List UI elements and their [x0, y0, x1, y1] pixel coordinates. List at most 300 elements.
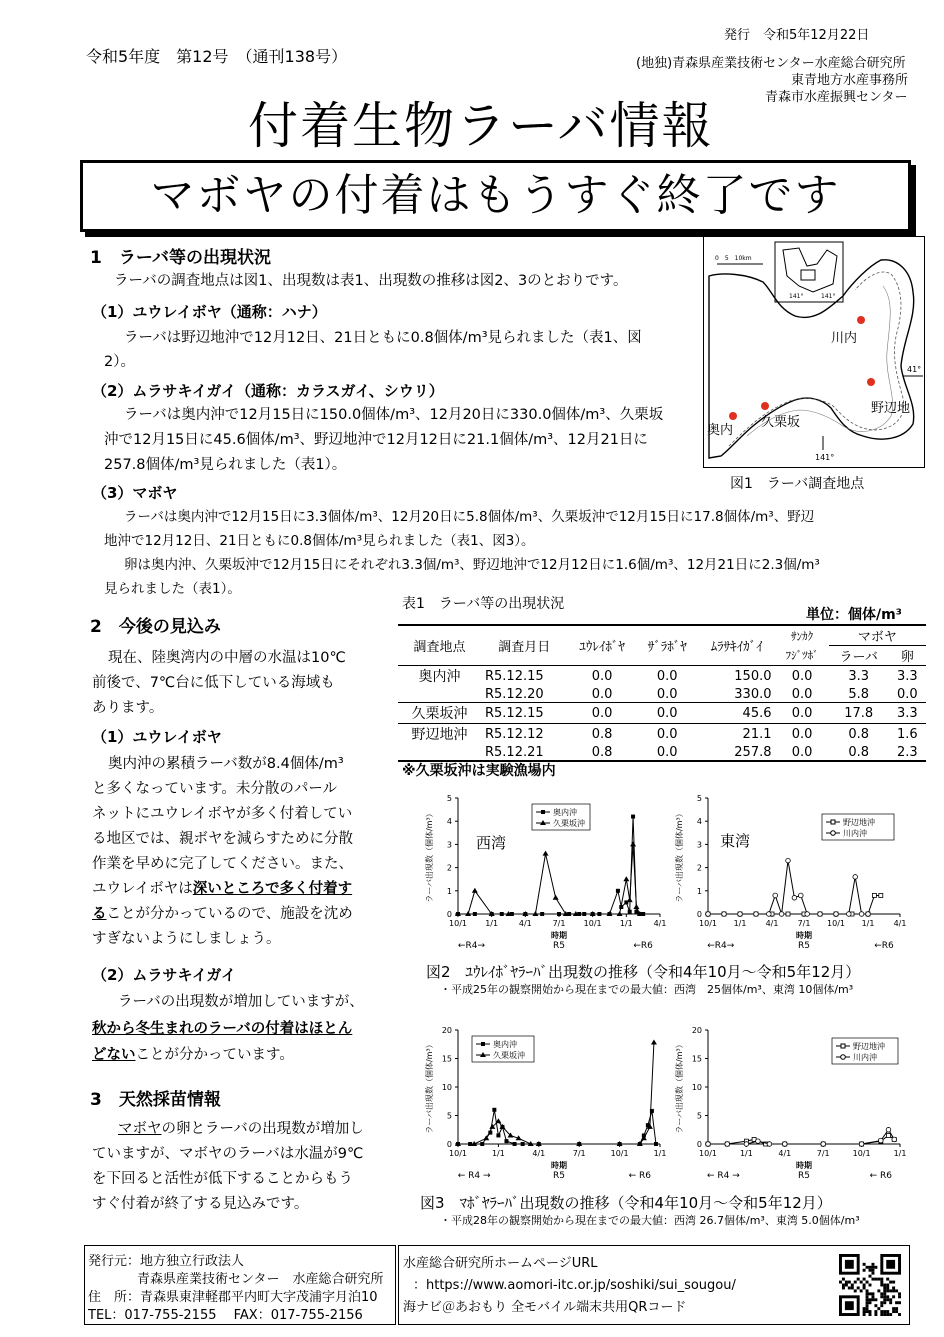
- cell-value: 0.0: [791, 686, 813, 702]
- table-row: [398, 703, 926, 724]
- qr-module: [889, 1301, 892, 1304]
- chart-fig3-east: [670, 1022, 910, 1190]
- page-title: 付着生物ラーバ情報: [248, 97, 714, 155]
- qr-module: [871, 1295, 874, 1298]
- cell-value: 0.0: [656, 726, 678, 742]
- data-point: [651, 1040, 657, 1045]
- data-point: [557, 912, 561, 916]
- table1: [398, 624, 926, 762]
- data-point: [553, 895, 559, 900]
- qr-module: [883, 1292, 886, 1295]
- qr-module: [866, 1310, 869, 1313]
- y-tick-label: 4: [446, 817, 452, 827]
- qr-module: [892, 1289, 895, 1292]
- qr-module: [877, 1278, 880, 1281]
- label-noheji: 野辺地: [871, 401, 911, 416]
- data-point: [473, 912, 477, 916]
- x-tick-label: 7/1: [552, 919, 566, 928]
- footer-left-l4: TEL：017-755-2155 FAX：017-755-2156: [88, 1308, 363, 1323]
- org-2: 東青地方水産事務所: [791, 73, 909, 88]
- period-label: ← R6: [628, 1171, 651, 1181]
- section3-l2: ていますが、マボヤのラーバは水温が9℃: [92, 1146, 364, 1162]
- x-tick-label: 1/1: [893, 1149, 907, 1158]
- series-line: [708, 1130, 894, 1144]
- qr-finder-core: [845, 1260, 854, 1269]
- chart-fig2-west: [420, 790, 670, 960]
- footer-links: [398, 1245, 910, 1325]
- qr-module: [869, 1313, 872, 1316]
- qr-module: [895, 1301, 898, 1304]
- data-point: [480, 1142, 484, 1146]
- qr-module: [863, 1307, 866, 1310]
- data-point: [738, 912, 743, 917]
- section1-sub1-l2: 2）。: [104, 354, 135, 370]
- data-point: [779, 912, 784, 917]
- legend-label: 川内沖: [853, 1053, 877, 1062]
- fig3-caption: 図3 ﾏﾎﾞﾔﾗｰﾊﾞ出現数の推移（令和4年10月～令和5年12月）: [420, 1194, 832, 1212]
- series-line: [708, 861, 868, 914]
- cell-value: 0.8: [591, 744, 613, 760]
- qr-module: [866, 1289, 869, 1292]
- th-maboya: マボヤ: [829, 625, 926, 646]
- period-label: ← R4 →: [706, 1171, 740, 1181]
- th-murasaki: ﾑﾗｻｷｲｶﾞｲ: [710, 640, 763, 655]
- x-tick-label: 4/1: [653, 919, 667, 928]
- station-kawauchi: [857, 316, 865, 324]
- qr-module: [898, 1292, 901, 1295]
- cell-date: R5.12.15: [484, 705, 544, 721]
- section2-p2-l2: と多くなっています。未分散のパール: [92, 781, 338, 797]
- table-row: [398, 744, 926, 761]
- data-point: [754, 912, 759, 917]
- data-point: [892, 1137, 897, 1142]
- th-yurei: ﾕｳﾚｲﾎﾞﾔ: [579, 640, 625, 655]
- cell-value: 0.8: [848, 726, 870, 742]
- qr-module: [842, 1284, 845, 1287]
- y-tick-label: 0: [696, 1140, 702, 1149]
- qr-module: [880, 1278, 883, 1281]
- cell-value: 0.8: [848, 744, 870, 760]
- y-tick-label: 10: [691, 1083, 702, 1092]
- label-kuriyasaka: 久栗坂: [761, 415, 801, 430]
- cell-date: R5.12.21: [484, 744, 544, 760]
- cell-value: 0.8: [591, 726, 613, 742]
- section2-p2-l6a: ユウレイボヤは: [92, 881, 193, 897]
- section2-sub1: （1）ユウレイボヤ: [92, 728, 222, 746]
- data-point: [805, 912, 810, 917]
- data-point: [744, 1142, 749, 1147]
- section2-p1-l1: 現在、陸奥湾内の中層の水温は10℃: [108, 650, 346, 666]
- period-label: ← R4 →: [457, 1171, 491, 1181]
- cell-value: 257.8: [734, 744, 772, 760]
- cell-value: 150.0: [734, 668, 772, 684]
- y-tick-label: 5: [696, 794, 702, 803]
- x-tick-label: 10/1: [610, 1149, 629, 1158]
- qr-module: [883, 1284, 886, 1287]
- y-tick-label: 3: [696, 840, 702, 850]
- period-label: ←R6: [874, 941, 894, 951]
- qr-finder-core: [845, 1301, 854, 1310]
- cell-value: 0.0: [656, 744, 678, 760]
- period-label: R5: [553, 941, 565, 951]
- qr-module: [877, 1289, 880, 1292]
- section2-p2-l7a: る: [92, 906, 107, 922]
- map-lon: 141°: [815, 453, 835, 462]
- section2-p2-l8: すぎないようにしましょう。: [92, 931, 281, 947]
- qr-module: [898, 1301, 901, 1304]
- qr-module: [883, 1310, 886, 1313]
- legend-marker: [841, 1044, 845, 1048]
- qr-module: [848, 1286, 851, 1289]
- panel-label: 東湾: [720, 832, 751, 850]
- th-site: 調査地点: [413, 640, 466, 655]
- data-point: [834, 912, 839, 917]
- legend-marker: [831, 820, 835, 824]
- y-tick-label: 0: [446, 910, 452, 919]
- section1-sub3-l2: 地沖で12月12日、21日ともに0.8個体/m³見られました（表1、図3）。: [104, 533, 535, 549]
- y-tick-label: 20: [691, 1026, 702, 1035]
- data-point: [818, 912, 823, 917]
- data-point: [847, 912, 852, 917]
- data-point: [627, 897, 633, 902]
- cell-value: 0.0: [591, 705, 613, 721]
- qr-module: [883, 1301, 886, 1304]
- qr-module: [863, 1284, 866, 1287]
- data-point: [799, 893, 804, 898]
- cell-value: 0.0: [791, 668, 813, 684]
- qr-module: [874, 1304, 877, 1307]
- section2-p1-l3: あります。: [92, 700, 164, 716]
- qr-module: [848, 1281, 851, 1284]
- section1-sub3-l3: 卵は奥内沖、久栗坂沖で12月15日にそれぞれ3.3個/m³、野辺地沖で12月12日に1.6個/m³、12月21日に2.3個/m³: [124, 557, 820, 573]
- qr-module: [895, 1289, 898, 1292]
- qr-module: [871, 1292, 874, 1295]
- qr-module: [854, 1281, 857, 1284]
- y-axis-label: ラーバ出現数（個体/m³）: [675, 809, 684, 903]
- table-row: [398, 724, 926, 745]
- x-tick-label: 1/1: [653, 1149, 667, 1158]
- cell-value: 0.0: [656, 668, 678, 684]
- qr-module: [869, 1310, 872, 1313]
- qr-module: [866, 1295, 869, 1298]
- org-1: (地独)青森県産業技術センター水産総合研究所: [636, 56, 906, 71]
- footer-right-l3: 海ナビ＠あおもり 全モバイル端末共用QRコード: [403, 1300, 687, 1315]
- qr-module: [883, 1298, 886, 1301]
- qr-module: [874, 1313, 877, 1316]
- section2-p2-l6b: 深いところで多く付着す: [192, 881, 353, 897]
- x-tick-label: 1/1: [733, 919, 747, 928]
- qr-module: [886, 1310, 889, 1313]
- qr-module: [854, 1289, 857, 1292]
- qr-module: [866, 1266, 869, 1269]
- y-tick-label: 20: [441, 1026, 452, 1035]
- qr-module: [869, 1284, 872, 1287]
- data-point: [786, 858, 791, 863]
- qr-module: [892, 1281, 895, 1284]
- data-point: [641, 1135, 647, 1140]
- qr-module: [874, 1298, 877, 1301]
- qr-module: [880, 1292, 883, 1295]
- qr-module: [889, 1281, 892, 1284]
- section2-p3-l3a: どない: [92, 1047, 136, 1063]
- th-zara: ｻﾞﾗﾎﾞﾔ: [647, 640, 687, 655]
- cell-value: 3.3: [897, 705, 918, 721]
- y-tick-label: 5: [696, 1111, 702, 1121]
- footer-right-l1: 水産総合研究所ホームページURL: [403, 1256, 598, 1271]
- data-point: [886, 1133, 890, 1137]
- section1-intro: ラーバの調査地点は図1、出現数は表1、出現数の推移は図2、3のとおりです。: [114, 273, 628, 289]
- qr-module: [860, 1289, 863, 1292]
- legend-label: 久栗坂沖: [493, 1051, 525, 1060]
- legend-label: 野辺地沖: [843, 818, 875, 827]
- cell-site: [398, 686, 481, 703]
- x-tick-label: 4/1: [778, 1149, 792, 1158]
- x-tick-label: 4/1: [518, 919, 532, 928]
- section3-heading: 3 天然採苗情報: [90, 1090, 221, 1110]
- data-point: [496, 1133, 500, 1137]
- th-fujitsubo: ﾌｼﾞﾂﾎﾞ: [785, 649, 819, 663]
- cell-value: 0.0: [656, 686, 678, 702]
- chart-fig3-west: [420, 1022, 670, 1190]
- x-tick-label: 7/1: [797, 919, 811, 928]
- data-point: [872, 893, 876, 897]
- section1-sub2: （2）ムラサキイガイ（通称：カラスガイ、シウリ）: [92, 382, 444, 400]
- cell-site: [398, 744, 481, 761]
- y-tick-label: 2: [446, 863, 452, 873]
- y-tick-label: 5: [446, 794, 452, 803]
- period-label: R5: [798, 941, 810, 951]
- legend-label: 奥内沖: [553, 808, 577, 817]
- legend-label: 野辺地沖: [853, 1042, 885, 1051]
- cell-value: 0.0: [656, 705, 678, 721]
- section1-sub3-l1: ラーバは奥内沖で12月15日に3.3個体/m³、12月20日に5.8個体/m³、久栗坂沖で12月15日に17.8個体/m³、野辺: [124, 509, 815, 525]
- data-point: [521, 1142, 525, 1146]
- qr-module: [889, 1313, 892, 1316]
- qr-module: [839, 1281, 842, 1284]
- section2-p1-l2: 前後で、7℃台に低下している海域も: [92, 675, 335, 691]
- station-noheji: [867, 378, 875, 386]
- data-point: [853, 875, 858, 880]
- y-tick-label: 4: [696, 817, 702, 827]
- data-point: [783, 1142, 788, 1147]
- cell-value: 3.3: [848, 668, 870, 684]
- cell-value: 0.0: [791, 744, 813, 760]
- qr-module: [898, 1313, 901, 1316]
- cell-value: 3.3: [897, 668, 918, 684]
- section2-p3-l3b: ことが分かっています。: [135, 1047, 294, 1063]
- data-point: [767, 912, 772, 917]
- data-point: [773, 893, 778, 898]
- data-point: [623, 876, 629, 881]
- table1-note: ※久栗坂沖は実験漁場内: [402, 763, 556, 779]
- period-label: ←R4→: [457, 941, 485, 951]
- qr-module: [863, 1310, 866, 1313]
- qr-code-icon[interactable]: [839, 1254, 901, 1316]
- issue-date: 発行 令和5年12月22日: [724, 28, 870, 43]
- period-label: R5: [798, 1171, 810, 1181]
- table1-title: 表1 ラーバ等の出現状況: [402, 596, 565, 612]
- x-tick-label: 4/1: [765, 919, 779, 928]
- x-tick-label: 7/1: [816, 1149, 830, 1158]
- x-tick-label: 4/1: [893, 919, 907, 928]
- x-tick-label: 1/1: [739, 1149, 753, 1158]
- section2-p2-l5: 作業を早めに完了してください。また、: [92, 856, 353, 872]
- qr-module: [880, 1295, 883, 1298]
- cell-date: R5.12.12: [484, 726, 544, 742]
- data-point: [879, 1138, 884, 1143]
- y-tick-label: 0: [696, 910, 702, 919]
- legend-marker: [841, 1055, 846, 1060]
- data-point: [472, 888, 478, 893]
- inset-lon-a: 141°: [789, 293, 804, 300]
- fig2-caption: 図2 ﾕｳﾚｲﾎﾞﾔﾗｰﾊﾞ出現数の推移（令和4年10月～令和5年12月）: [426, 963, 861, 981]
- data-point: [725, 1142, 730, 1147]
- data-point: [540, 912, 544, 916]
- y-tick-label: 3: [446, 840, 452, 850]
- x-axis-label: 時期: [796, 931, 812, 940]
- qr-module: [857, 1286, 860, 1289]
- qr-module: [866, 1304, 869, 1307]
- fig3-note: ・平成28年の観察開始から現在までの最大値：西湾 26.7個体/m³、東湾 5.0個体/m³: [440, 1214, 860, 1227]
- y-axis-label: ラーバ出現数（個体/m³）: [675, 1040, 684, 1134]
- cell-date: R5.12.15: [484, 668, 544, 684]
- label-okunai: 奥内: [707, 423, 734, 438]
- chart-fig2-east: [670, 790, 910, 960]
- x-tick-label: 1/1: [861, 919, 875, 928]
- th-larva: ラーバ: [839, 650, 878, 665]
- qr-module: [880, 1301, 883, 1304]
- qr-module: [871, 1269, 874, 1272]
- survey-map: [703, 236, 925, 468]
- series-line: [458, 844, 640, 914]
- section1-heading: 1 ラーバ等の出現状況: [90, 248, 271, 268]
- legend-label: 久栗坂沖: [553, 819, 585, 828]
- qr-module: [869, 1269, 872, 1272]
- cell-value: 5.8: [848, 686, 870, 702]
- qr-module: [857, 1278, 860, 1281]
- section1-sub3: （3）マボヤ: [92, 484, 178, 502]
- table-row: [398, 666, 926, 687]
- qr-module: [886, 1295, 889, 1298]
- section2-p2-l1: 奥内沖の累積ラーバ数が8.4個体/m³: [108, 756, 344, 772]
- data-point: [492, 1108, 496, 1112]
- footer-url[interactable]: ：https://www.aomori-itc.or.jp/soshiki/sui_sougou/: [413, 1278, 736, 1293]
- qr-module: [863, 1278, 866, 1281]
- legend-marker: [541, 810, 545, 814]
- y-tick-label: 15: [691, 1054, 702, 1064]
- x-tick-label: 1/1: [485, 919, 499, 928]
- section1-sub2-l1: ラーバは奥内沖で12月15日に150.0個体/m³、12月20日に330.0個体/m³、久栗坂: [124, 407, 664, 423]
- section3-l1a: マボヤ: [118, 1121, 162, 1137]
- table1-unit: 単位：個体/m³: [806, 607, 902, 623]
- cell-value: 0.0: [591, 686, 613, 702]
- x-axis-label: 時期: [796, 1161, 812, 1170]
- qr-module: [866, 1281, 869, 1284]
- map-lat: 41°: [907, 365, 922, 374]
- qr-module: [874, 1278, 877, 1281]
- section3-l3: を下回ると活性が低下することからもう: [92, 1171, 353, 1187]
- data-point: [543, 851, 549, 856]
- qr-module: [869, 1275, 872, 1278]
- cell-value: 45.6: [742, 705, 772, 721]
- x-tick-label: 10/1: [852, 1149, 871, 1158]
- section2-p3-l1: ラーバの出現数が増加していますが、: [118, 994, 364, 1010]
- qr-module: [845, 1284, 848, 1287]
- x-tick-label: 10/1: [699, 919, 717, 928]
- data-point: [706, 912, 711, 917]
- y-tick-label: 15: [441, 1054, 452, 1064]
- data-point: [886, 1127, 891, 1132]
- th-sankaku: ｻﾝｶｸ: [791, 629, 814, 643]
- x-tick-label: 10/1: [449, 919, 467, 928]
- qr-module: [880, 1281, 883, 1284]
- data-point: [859, 1142, 864, 1147]
- qr-module: [886, 1313, 889, 1316]
- qr-module: [889, 1289, 892, 1292]
- map-scale: 0 5 10km: [715, 255, 752, 262]
- headline-banner: マボヤの付着はもうすぐ終了です: [80, 160, 911, 232]
- x-tick-label: 10/1: [449, 1149, 467, 1158]
- qr-module: [883, 1289, 886, 1292]
- qr-module: [869, 1292, 872, 1295]
- footer-left-l1: 発行元：地方独立行政法人: [88, 1254, 245, 1269]
- qr-module: [880, 1313, 883, 1316]
- y-axis-label: ラーバ出現数（個体/m³）: [425, 809, 434, 903]
- data-point: [513, 1142, 517, 1146]
- qr-module: [880, 1304, 883, 1307]
- inset-lon-b: 141°: [821, 293, 836, 300]
- x-tick-label: 10/1: [827, 919, 845, 928]
- cell-value: 2.3: [897, 744, 918, 760]
- x-axis-label: 時期: [551, 931, 567, 940]
- data-point: [859, 912, 864, 917]
- qr-module: [863, 1286, 866, 1289]
- legend-marker: [831, 831, 836, 836]
- data-point: [866, 912, 871, 917]
- section2-p2-l4: る地区では、親ボヤを減らすために分散: [92, 831, 353, 847]
- series-line: [458, 817, 643, 914]
- qr-module: [889, 1298, 892, 1301]
- y-tick-label: 5: [446, 1111, 452, 1121]
- qr-module: [871, 1272, 874, 1275]
- section2-sub2: （2）ムラサキイガイ: [92, 966, 236, 984]
- legend-marker: [481, 1042, 485, 1046]
- panel-label: 西湾: [476, 834, 507, 852]
- qr-module: [874, 1310, 877, 1313]
- data-point: [786, 912, 790, 916]
- data-point: [633, 904, 639, 909]
- x-tick-label: 1/1: [619, 919, 633, 928]
- qr-module: [895, 1307, 898, 1310]
- qr-module: [883, 1295, 886, 1298]
- data-point: [767, 1142, 772, 1147]
- period-label: ←R6: [633, 941, 653, 951]
- x-tick-label: 10/1: [583, 919, 602, 928]
- qr-module: [892, 1286, 895, 1289]
- th-date: 調査月日: [498, 640, 551, 655]
- period-label: ← R6: [869, 1171, 892, 1181]
- y-tick-label: 1: [696, 886, 702, 896]
- qr-module: [866, 1292, 869, 1295]
- th-egg: 卵: [900, 650, 914, 665]
- section2-heading: 2 今後の見込み: [90, 617, 221, 637]
- qr-module: [845, 1281, 848, 1284]
- qr-module: [871, 1298, 874, 1301]
- period-label: ←R4→: [707, 941, 735, 951]
- period-label: R5: [553, 1171, 565, 1181]
- data-point: [504, 1139, 508, 1143]
- qr-module: [869, 1301, 872, 1304]
